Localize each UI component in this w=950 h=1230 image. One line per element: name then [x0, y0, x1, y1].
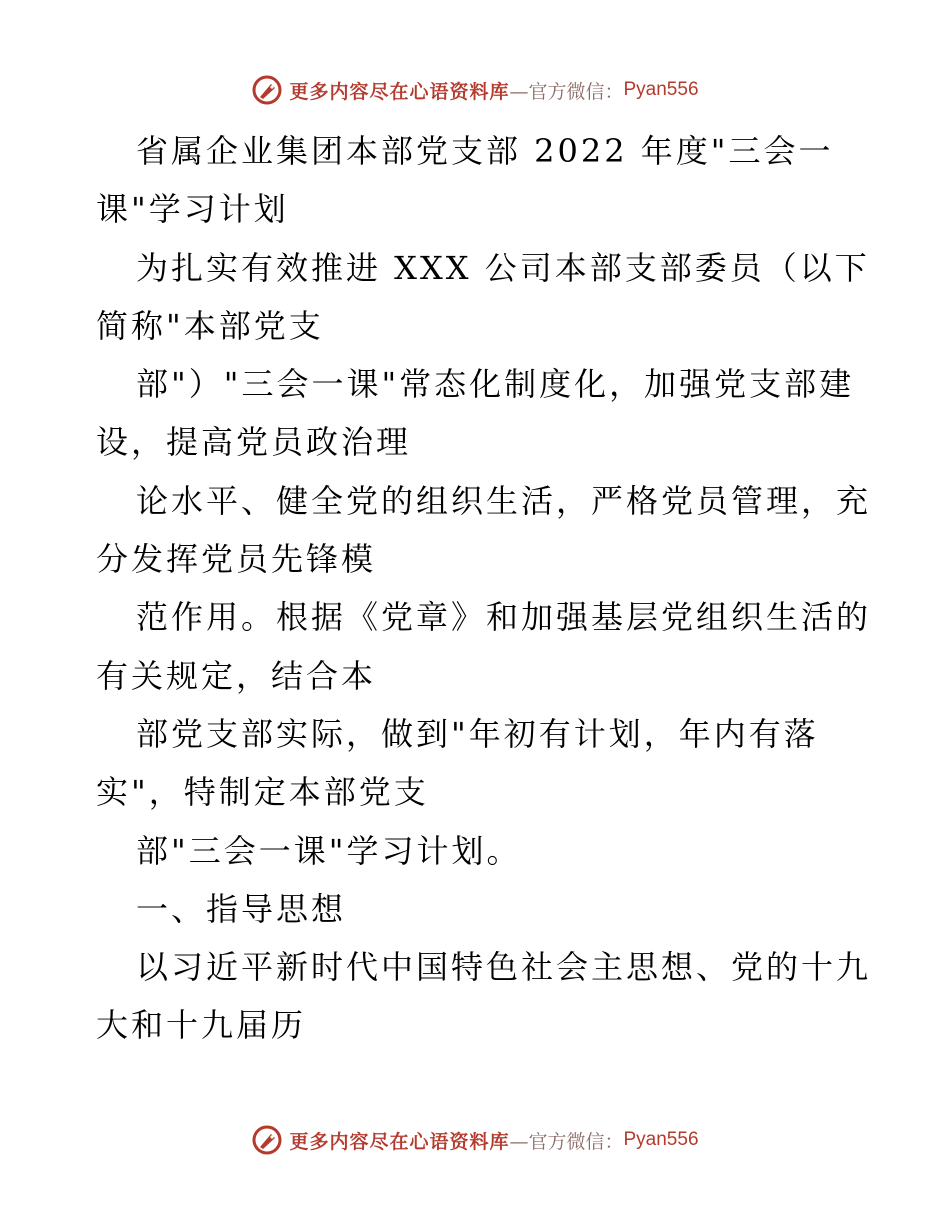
- text-line: 以习近平新时代中国特色社会主思想、党的十九: [136, 948, 872, 987]
- text-line: 大和十九届历: [96, 1006, 307, 1045]
- banner-account-id: Pyan556: [623, 1129, 699, 1150]
- text-line: 有关规定，结合本: [96, 656, 377, 695]
- text-line: 论水平、健全党的组织生活，严格党员管理，充: [136, 481, 872, 520]
- text-line: 范作用。根据《党章》和加强基层党组织生活的: [136, 598, 872, 637]
- banner-main-text: 更多内容尽在心语资料库: [289, 80, 510, 103]
- header-watermark-banner: [0, 70, 950, 110]
- text-line: 部"）"三会一课"常态化制度化，加强党支部建: [136, 365, 855, 404]
- text-line: 省属企业集团本部党支部 2022 年度"三会一: [136, 132, 834, 170]
- section-heading: 一、指导思想: [136, 889, 347, 928]
- text-line: 简称"本部党支: [96, 306, 324, 345]
- text-line: 部党支部实际，做到"年初有计划，年内有落: [136, 714, 819, 753]
- document-body: [96, 122, 876, 1055]
- pen-nib-logo-icon: [251, 74, 283, 106]
- footer-watermark-banner: [0, 1120, 950, 1160]
- banner-sub-text: —官方微信：: [509, 1130, 624, 1153]
- text-line: 实"，特制定本部党支: [96, 773, 429, 812]
- banner-sub-text: —官方微信：: [509, 80, 624, 103]
- text-line: 课"学习计划: [96, 190, 289, 229]
- text-line: 设，提高党员政治理: [96, 423, 412, 462]
- text-line: 部"三会一课"学习计划。: [136, 831, 522, 870]
- banner-account-id: Pyan556: [623, 79, 699, 100]
- text-line: 为扎实有效推进 XXX 公司本部支部委员（以下: [136, 248, 870, 287]
- text-line: 分发挥党员先锋模: [96, 540, 377, 579]
- pen-nib-logo-icon: [251, 1124, 283, 1156]
- banner-main-text: 更多内容尽在心语资料库: [289, 1130, 510, 1153]
